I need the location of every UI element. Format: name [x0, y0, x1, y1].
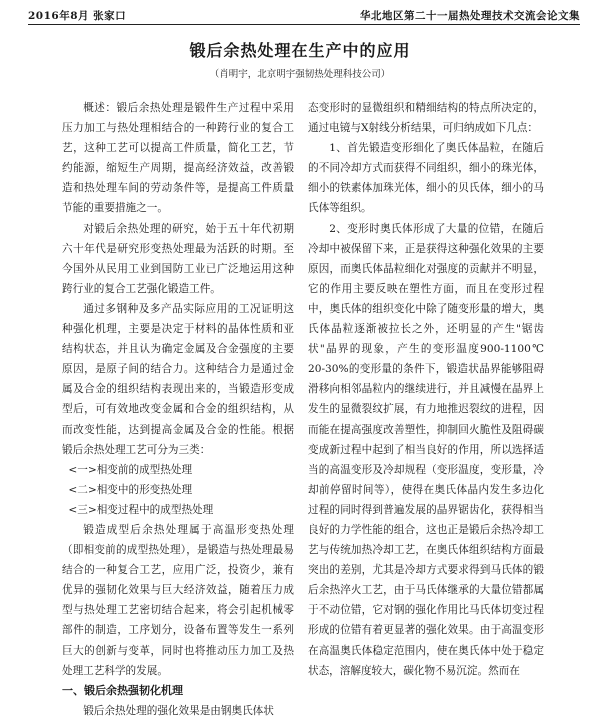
history-paragraph: 对锻后余热处理的研究，始于五十年代初期六十年代是研究形变热处理最为活跃的时期。至今国外从民用工业到国防工业已广泛地运用这种跨行业的复合工艺强化锻造工件。	[62, 222, 294, 295]
header-rule	[28, 24, 580, 25]
abstract-paragraph: 概述：锻后余热处理是锻件生产过程中采用压力加工与热处理相结合的一种跨行业的复合工艺，这种工艺可以提高工件质量，简化工艺，节约能源，缩短生产周期，提高经济效益，改善锻造和热处理车间的劳动条件等，是提高工件质量节能的重要措施之一。	[62, 102, 294, 215]
right-column	[308, 98, 544, 681]
header-date-location: 2016年8月 张家口	[28, 10, 127, 22]
category-item-1: <一>相变前的成型热处理	[68, 463, 193, 476]
mechanism-paragraph: 通过多钢种及多产品实际应用的工况证明这种强化机理，主要是决定于材料的晶体性质和亚结构状态，并且认为确定金属及合金强度的主要原因，是原子间的结合力。这种结合力是通过金属及合金的组织结构表现出来的，当锻造形变成型后，可有效地改变金属和合金的组织结构，从而改变性能，达到提高金属及合金的性能。根据锻后余热处理工艺可分为三类：	[62, 302, 294, 456]
section-intro-paragraph: 锻后余热处理的强化效果是由钢奥氏体状	[83, 704, 274, 717]
process-paragraph: 锻造成型后余热处理属于高温形变热处理（即相变前的成型热处理），是锻造与热处理最易结合的一种复合工艺，应用广泛，投资少，兼有优异的强韧化效果与巨大经济效益，随着压力成型与热处理工艺密切结合起来，将会引起机械零部件的制造，工序划分，设备布置等发生一系列巨大的创新与变革，同时也将推动压力加工及热处理工艺科学的发展。	[62, 523, 294, 677]
category-item-2: <二>相变中的形变热处理	[68, 483, 193, 496]
continuation-paragraph: 态变形时的显微组织和精细结构的特点所决定的，通过电镜与X射线分析结果，可归纳成如下几点：	[308, 102, 544, 135]
point-1-paragraph: 1、首先锻造变形细化了奥氏体晶粒，在随后的不同冷却方式而获得不同组织，细小的珠光体，细小的铁素体加珠光体，细小的贝氏体，细小的马氏体等组织。	[308, 142, 544, 215]
header-proceedings-name: 华北地区第二十一届热处理技术交流会论文集	[360, 10, 580, 22]
left-column	[62, 98, 294, 721]
point-2-paragraph: 2、变形时奥氏体形成了大量的位错，在随后冷却中被保留下来，正是获得这种强化效果的主要原因，而奥氏体晶粒细化对强度的贡献并不明显，它的作用主要反映在塑性方面，而且在变形过程中，奥氏体的组织变化中除了随变形量的增大，奥氏体晶粒逐渐被拉长之外，还明显的产生"锯齿状"晶界的现象，产生的变形温度900-1100℃ 20-30%的变形量的条件下，锻造状晶界能够阻碍滑移向相邻晶粒内的继续进行，并且减慢在晶界上发生的显微裂纹扩展，有力地推迟裂纹的进程，因而能在提高强度改善塑性，抑制回火脆性及阻碍碳变成新过程中起到了相当良好的作用，所以选择适当的高温变形及冷却规程（变形温度，变形量，冷却前停留时间等），使得在奥氏体晶内发生多边化过程的同时得到普遍发展的晶界锯齿化，获得相当良好的力学性能的组合，这也正是锻后余热冷却工艺与传统加热冷却工艺，在奥氏体组织结构方面最突出的差别，尤其是冷却方式要求得到马氏体的锻后余热淬火工艺，由于马氏体继承的大量位错都属于不动位错，它对钢的强化作用比马氏体切变过程形成的位错有着更显著的强化效果。由于高温变形在高温奥氏体稳定范围内，使在奥氏体中处于稳定状态，溶解度较大，碳化物不易沉淀。然而在	[308, 222, 544, 677]
category-item-3: <三>相变过程中的成型热处理	[68, 503, 214, 516]
paper-title: 锻后余热处理在生产中的应用	[189, 41, 411, 60]
running-header	[28, 6, 580, 24]
section-heading: 一、锻后余热强韧化机理	[62, 683, 183, 697]
author-affiliation: （肖明宇，北京明宇强韧热处理科技公司）	[209, 69, 391, 80]
